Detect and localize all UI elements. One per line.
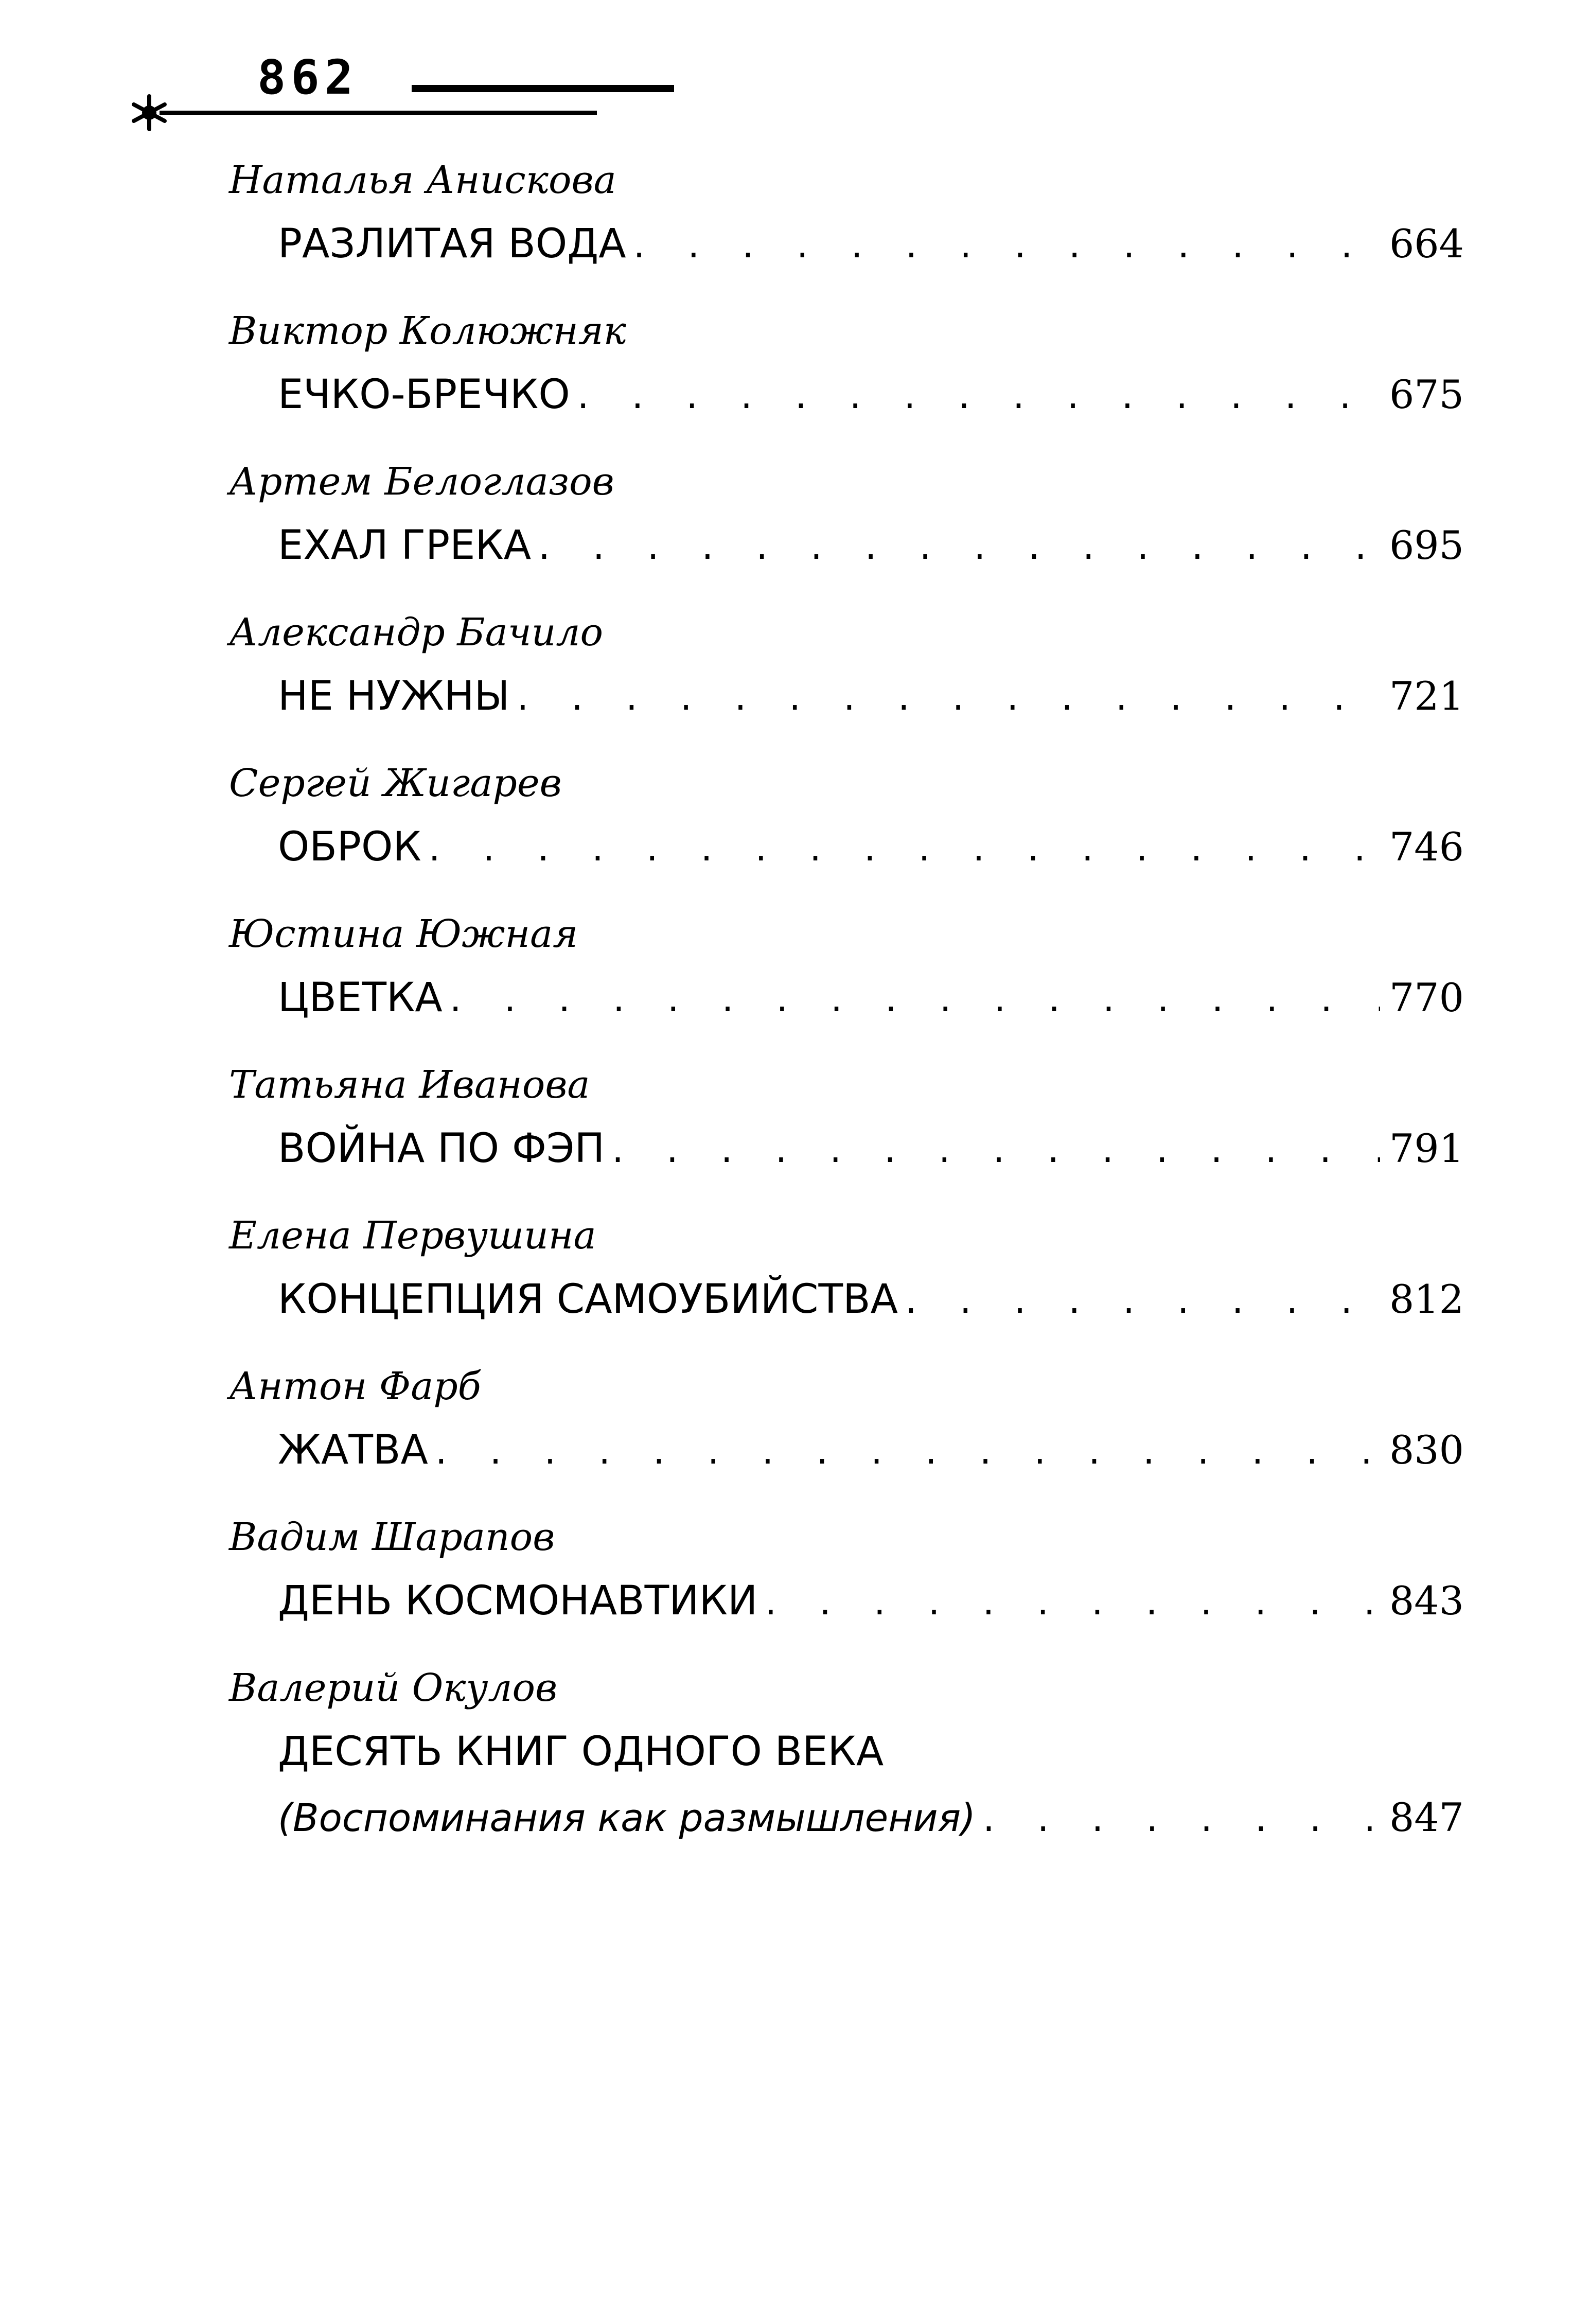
toc-entry — [229, 1054, 1464, 1182]
toc-entry — [229, 451, 1464, 579]
dot-leader — [765, 1569, 1380, 1634]
dot-leader — [429, 815, 1380, 881]
title-line — [278, 362, 1464, 428]
title-line — [278, 211, 1464, 277]
author-name: Елена Первушина — [229, 1213, 596, 1258]
page-header — [129, 50, 674, 126]
page-reference: 695 — [1389, 522, 1464, 568]
page-reference: 746 — [1389, 824, 1464, 870]
page-reference: 847 — [1389, 1794, 1464, 1840]
dot-leader — [577, 362, 1380, 428]
work-title: ЕЧКО-БРЕЧКО — [278, 372, 570, 418]
toc-entry — [229, 1205, 1464, 1333]
dot-leader — [633, 212, 1380, 277]
toc-entry — [229, 752, 1464, 881]
author-name: Татьяна Иванова — [229, 1063, 590, 1107]
work-title: ОБРОК — [278, 824, 421, 870]
author-name: Антон Фарб — [229, 1364, 481, 1409]
dot-leader — [450, 965, 1380, 1031]
page-reference: 721 — [1389, 673, 1464, 719]
toc-entry — [229, 1506, 1464, 1634]
table-of-contents — [229, 149, 1464, 1851]
author-name: Сергей Жигарев — [229, 761, 562, 805]
work-subtitle: (Воспоминания как размышления) — [278, 1796, 976, 1840]
dot-leader — [538, 513, 1380, 579]
header-rule-short — [160, 111, 597, 115]
toc-entry — [229, 602, 1464, 730]
work-title: НЕ НУЖНЫ — [278, 673, 510, 719]
author-name: Виктор Колюжняк — [229, 309, 626, 353]
author-name: Юстина Южная — [229, 912, 578, 956]
page-reference: 664 — [1389, 221, 1464, 267]
author-name: Артем Белоглазов — [229, 460, 614, 504]
author-name: Наталья Анискова — [229, 158, 616, 202]
page-reference: 830 — [1389, 1427, 1464, 1473]
work-title: КОНЦЕПЦИЯ САМОУБИЙСТВА — [278, 1276, 898, 1323]
toc-entry — [229, 903, 1464, 1031]
toc-entry — [229, 149, 1464, 277]
page-reference: 791 — [1389, 1125, 1464, 1171]
dot-leader — [905, 1267, 1380, 1333]
author-name: Александр Бачило — [229, 610, 604, 655]
author-name: Валерий Окулов — [229, 1666, 558, 1710]
work-title: РАЗЛИТАЯ ВОДА — [278, 221, 626, 267]
dot-leader — [435, 1418, 1380, 1484]
page-number: 862 — [257, 50, 359, 105]
title-line — [278, 513, 1464, 579]
work-title: ВОЙНА ПО ФЭП — [278, 1125, 605, 1172]
dot-leader — [517, 664, 1380, 730]
title-line — [278, 965, 1464, 1031]
work-title: ДЕСЯТЬ КНИГ ОДНОГО ВЕКА — [278, 1729, 884, 1775]
work-title: ДЕНЬ КОСМОНАВТИКИ — [278, 1578, 758, 1624]
author-name: Вадим Шарапов — [229, 1515, 555, 1559]
page-reference: 770 — [1389, 975, 1464, 1020]
page-reference: 843 — [1389, 1578, 1464, 1624]
work-title: ЖАТВА — [278, 1427, 428, 1473]
page-reference: 675 — [1389, 372, 1464, 417]
title-line — [278, 1116, 1464, 1182]
title-line — [278, 1266, 1464, 1333]
title-line — [278, 1417, 1464, 1484]
title-line — [278, 1568, 1464, 1634]
dot-leader — [983, 1785, 1380, 1851]
toc-entry — [229, 1355, 1464, 1484]
header-rule-long — [412, 85, 674, 92]
toc-entry — [229, 1657, 1464, 1851]
title-line — [278, 663, 1464, 730]
dot-leader — [612, 1116, 1380, 1182]
work-title: ЦВЕТКА — [278, 975, 443, 1021]
page-reference: 812 — [1389, 1276, 1464, 1322]
title-line — [278, 814, 1464, 881]
title-line — [278, 1785, 1464, 1851]
work-title: ЕХАЛ ГРЕКА — [278, 522, 532, 569]
toc-entry — [229, 300, 1464, 428]
